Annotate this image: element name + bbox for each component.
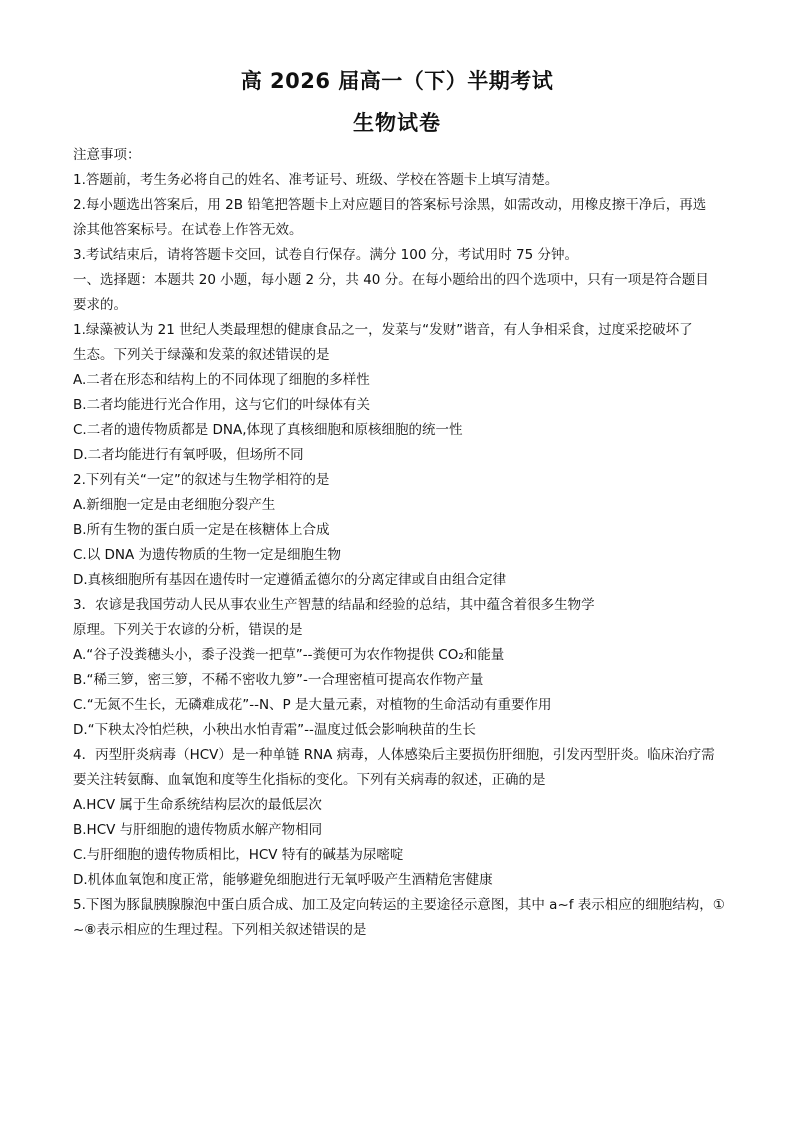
text-line: 要关注转氨酶、血氧饱和度等生化指标的变化。下列有关病毒的叙述，正确的是 — [73, 772, 546, 788]
exam-subtitle: 生物试卷 — [353, 111, 441, 135]
text-line: ~⑧表示相应的生理过程。下列相关叙述错误的是 — [73, 922, 367, 938]
text-line: 2.下列有关“一定”的叙述与生物学相符的是 — [73, 472, 330, 488]
text-line: A.新细胞一定是由老细胞分裂产生 — [73, 497, 276, 513]
exam-title: 高 2026 届高一（下）半期考试 — [240, 69, 554, 93]
text-line: A.HCV 属于生命系统结构层次的最低层次 — [73, 797, 322, 813]
text-line: B.HCV 与肝细胞的遗传物质水解产物相同 — [73, 822, 323, 838]
text-line: C.二者的遗传物质都是 DNA,体现了真核细胞和原核细胞的统一性 — [73, 422, 463, 438]
exam-body — [73, 143, 733, 943]
text-line: 原理。下列关于农谚的分析，错误的是 — [73, 622, 303, 638]
text-line: A.“谷子没粪穗头小，黍子没粪一把草”--粪便可为农作物提供 CO₂和能量 — [73, 647, 505, 663]
text-line: C.“无氮不生长，无磷难成花”--N、P 是大量元素，对植物的生命活动有重要作用 — [73, 697, 552, 713]
text-line: C.与肝细胞的遗传物质相比，HCV 特有的碱基为尿嘧啶 — [73, 847, 404, 863]
text-line: C.以 DNA 为遗传物质的生物一定是细胞生物 — [73, 547, 342, 563]
text-line: 1.答题前，考生务必将自己的姓名、准考证号、班级、学校在答题卡上填写清楚。 — [73, 172, 559, 188]
text-line: D.真核细胞所有基因在遗传时一定遵循孟德尔的分离定律或自由组合定律 — [73, 572, 507, 588]
text-line: 涂其他答案标号。在试卷上作答无效。 — [73, 222, 303, 238]
text-line: B.“稀三箩，密三箩，不稀不密收九箩”-一合理密植可提高农作物产量 — [73, 672, 484, 688]
text-line: D.二者均能进行有氧呼吸，但场所不同 — [73, 447, 304, 463]
text-line: B.二者均能进行光合作用，这与它们的叶绿体有关 — [73, 397, 371, 413]
text-line: 1.绿藻被认为 21 世纪人类最理想的健康食品之一，发菜与“发财”谐音，有人争相采食，过度采挖破坏了 — [73, 322, 693, 338]
text-line: D.机体血氧饱和度正常，能够避免细胞进行无氧呼吸产生酒精危害健康 — [73, 872, 493, 888]
text-line: 生态。下列关于绿藻和发菜的叙述错误的是 — [73, 347, 330, 363]
text-line: B.所有生物的蛋白质一定是在核糖体上合成 — [73, 522, 330, 538]
text-line: 注意事项： — [73, 147, 141, 163]
text-line: 4．丙型肝炎病毒（HCV）是一种单链 RNA 病毒，人体感染后主要损伤肝细胞，引发丙型肝炎。临床治疗需 — [73, 747, 715, 763]
text-line: 5.下图为豚鼠胰腺腺泡中蛋白质合成、加工及定向转运的主要途径示意图，其中 a~f 表示相应的细胞结构，① — [73, 897, 725, 913]
text-line: D.“下秧太冷怕烂秧，小秧出水怕青霜”--温度过低会影响秧苗的生长 — [73, 722, 476, 738]
text-line: 要求的。 — [73, 297, 127, 313]
text-line: A.二者在形态和结构上的不同体现了细胞的多样性 — [73, 372, 370, 388]
text-line: 2.每小题选出答案后，用 2B 铅笔把答题卡上对应题目的答案标号涂黑，如需改动，用橡皮擦干净后，再选 — [73, 197, 707, 213]
text-line: 一、选择题：本题共 20 小题，每小题 2 分，共 40 分。在每小题给出的四个选项中，只有一项是符合题目 — [73, 272, 709, 288]
text-line: 3.考试结束后，请将答题卡交回，试卷自行保存。满分 100 分，考试用时 75 分钟。 — [73, 247, 578, 263]
text-line: 3．农谚是我国劳动人民从事农业生产智慧的结晶和经验的总结，其中蕴含着很多生物学 — [73, 597, 595, 613]
